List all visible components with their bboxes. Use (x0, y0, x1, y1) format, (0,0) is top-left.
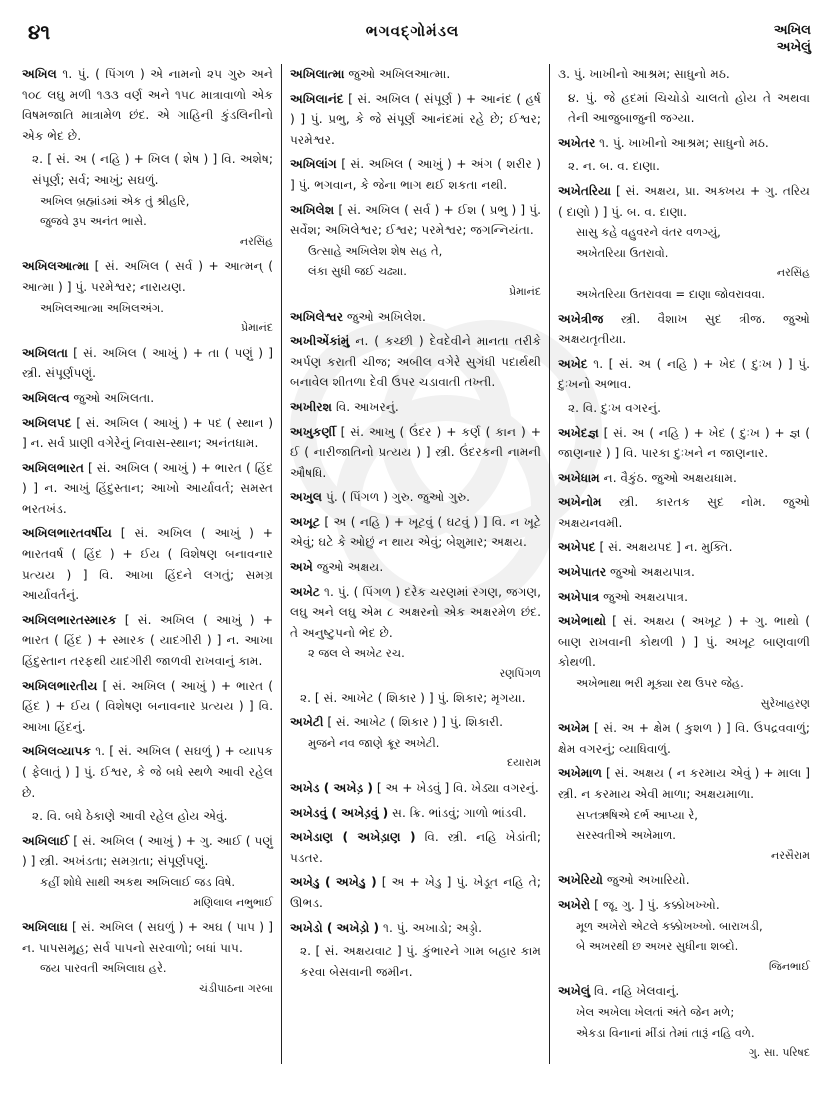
dictionary-entry (558, 562, 810, 583)
definition-text: ૧. પું. ( પિંગળ ) એ નામનો ૨૫ ગુરુ અને ૧૦૮ લઘુ મળી ૧૩૩ વર્ણ અને ૧૫૮ માત્રાવાળો એક વિષમજાતિ માત્રામેળ છંદ. એ ગાહિની કુંડલિનીનો એક ભેદ છે. (22, 67, 274, 143)
definition-text: સ્ત્રી. વૈશાખ સુદ ત્રીજ. જુઓ અક્ષયતૃતીયા. (558, 311, 810, 347)
headword: અખેદ (558, 356, 588, 371)
dictionary-entry (558, 587, 810, 608)
dictionary-entry (558, 133, 810, 177)
column-1 (18, 64, 282, 1064)
headword: અખિલાત્મા (290, 67, 345, 81)
definition-text: [ સં. અક્ષયપદ ] ન. મુક્તિ. (599, 540, 733, 555)
headword: અખુલ (290, 490, 323, 505)
dictionary-entry (290, 778, 541, 799)
definition-text: ન. વૈકુંઠ. જુઓ અક્ષયધામ. (603, 470, 737, 485)
definition-text: [ સં. અખિલ ( આખું ) + પદ ( સ્થાન ) ] ન. સર્વ પ્રાણી વગેરેનું નિવાસ-સ્થાન; અનંતધામ. (22, 415, 273, 451)
dictionary-entry (290, 422, 541, 484)
definition-text: જુઓ અક્ષયપાત્ર. (603, 589, 689, 604)
definition-text: ૧. પું. અખાડો; અડ્ડો. (382, 920, 482, 935)
quotation-attribution: જિનભાઈ (768, 959, 810, 973)
quotation-attribution: ચંડીપાઠના ગરબા (199, 981, 273, 995)
definition-text: [ સં. અખિલ ( આખું ) + ભારતવર્ષ ( હિંદ ) + ઈય ( વિશેષણ બનાવનાર પ્રત્યય ) ] વિ. આખા હિંદને લગતું; સમગ્ર આર્યાવર્તનું. (22, 526, 273, 603)
definition-text: [ અ + ખેડવું ] વિ. ખેડ્યા વગરનું. (376, 781, 539, 795)
quotation-line: એકડા વિનાનાં મીંડાં તેમાં તારૂં નહિ વળે. (576, 1025, 755, 1040)
headword: અખેડ ( અખેડ઼ ) (290, 781, 374, 795)
quotation-line: જય પારવતી અખિલાઘ હરે. (40, 961, 167, 976)
definition-text: [ અ + ખેડુ ] પું. ખેડૂત નહિ તે; ઊભડ. (290, 875, 541, 910)
dictionary-entry (22, 343, 273, 384)
guide-word-last: અખેલું (776, 40, 811, 55)
sense-text: ૨. વિ. દુઃખ વગરનું. (568, 400, 661, 415)
headword: અખિલઆત્મા (22, 259, 90, 274)
quotation-line: ઉત્સાહે અખિલેશ શેષ સહ તે, (308, 243, 443, 258)
headword: અખીએંકાંમું (290, 334, 350, 349)
headword: અખુકર્ણી (290, 424, 336, 439)
quotation-attribution: નરસિંહ (776, 266, 810, 280)
definition-text: જુઓ અક્ષય. (316, 560, 384, 575)
headword: અખેદજ્ઞ (558, 425, 599, 440)
definition-text: વિ. સ્ત્રી. નહિ ખેડાંતી; પડતર. (290, 830, 542, 865)
definition-text: સ. ક્રિ. ભાંડવું; ગાળો ભાંડવી. (392, 805, 527, 820)
dictionary-entry (22, 917, 273, 999)
definition-text: સ્ત્રી. કારતક સુદ નોમ. જુઓ અક્ષયનવમી. (558, 495, 811, 530)
dictionary-entry (22, 388, 273, 409)
definition-text: [ સં. અ ( નહિ ) + ખેદ ( દુઃખ ) + જ્ઞ ( જાણનાર ) ] વિ. પારકા દુઃખને ન જાણનાર. (558, 425, 811, 461)
headword: અખિલવ્યાપક (22, 744, 92, 759)
quotation-line: અખેભાથા ભરી મૂક્યા રથ ઉપર જેહ. (576, 676, 744, 691)
dictionary-entry (558, 763, 810, 866)
definition-text: [ સં. અખિલ ( સર્વ ) + ઈશ ( પ્રભુ ) ] પું. સર્વેશ; અખિલેશ્વર; ઈશ્વર; પરમેશ્વર; જગન્નિયંતા. (290, 202, 541, 238)
page-number: ૪૧ (28, 20, 51, 44)
dictionary-entry (290, 918, 541, 983)
headword: અખેમ (558, 721, 590, 736)
headword: અખિલભારત (22, 460, 84, 475)
dictionary-entry (290, 154, 541, 195)
quotation-line: સરસ્વતીએ અખેમાળ. (576, 828, 676, 843)
definition-text: વિ. આખરનું. (335, 399, 399, 414)
quotation-line: બે અખરથી છ અખર સુધીના શબ્દો. (576, 939, 739, 954)
quotation-line: મૂળ અખેરો એટલે કક્કોખખ્ખો. બારાખડી, (576, 918, 763, 933)
dictionary-entry (558, 309, 810, 350)
headword: અખિલભારતસ્મારક (22, 612, 117, 627)
dictionary-entry (22, 676, 273, 738)
dictionary-entry (290, 803, 541, 824)
headword: અખેરિયો (558, 873, 603, 888)
headword: અખિલભારતવર્ષીય (22, 526, 112, 541)
definition-text: [ સં. અખિલ ( સર્વ ) + આત્મન્ ( આત્મા ) ] પું. પરમેશ્વર; નારાયણ. (22, 259, 274, 294)
dictionary-entry (290, 200, 541, 303)
page-header (0, 0, 825, 60)
definition-text: જુઓ અક્ષયપાત્ર. (610, 565, 695, 580)
column-2 (282, 64, 550, 1064)
sense-text: ૨. [ સં. અ ( નહિ ) + ખિલ ( શેષ ) ] વિ. અશેષ; સંપૂર્ણ; સર્વ; આખું; સઘળું. (32, 152, 273, 187)
dictionary-entry (290, 331, 541, 393)
dictionary-columns (18, 64, 818, 1064)
dictionary-entry (558, 895, 810, 977)
dictionary-entry (22, 64, 273, 252)
headword: અખેપાત્ર (558, 589, 600, 604)
headword: અખેતર (558, 135, 596, 150)
column-3 (550, 64, 818, 1064)
headword: અખેરો (558, 897, 591, 912)
dictionary-entry (290, 89, 541, 151)
definition-text: પું. ( પિંગળ ) ગુરુ. જુઓ ગુરુ. (325, 490, 471, 505)
quotation-attribution: નરસૈરામ (771, 848, 810, 862)
quotation-line: લંકા સુધી જઈ ચઢ્યા. (308, 264, 407, 279)
dictionary-entry (558, 611, 810, 714)
guide-word-first: અખિલ (773, 23, 811, 38)
definition-text: [ સં. અક્ષય ( ન કરમાય એવું ) + માલા ] સ્ત્રી. ન કરમાય એવી માળા; અક્ષયમાળા. (558, 766, 811, 801)
quotation-attribution: નરસિંહ (239, 234, 273, 248)
dictionary-entry (558, 870, 810, 891)
quotation-line: સાસુ કહે વહુવરને વંતર વળગ્યું, (576, 225, 721, 240)
headword: અખિલભારતીય (22, 678, 98, 693)
dictionary-entry (22, 413, 273, 454)
quotation-line: અખેતરિયા ઉતરાવવા = દાણા જોવરાવવા. (576, 286, 766, 301)
headword: અખેડુ ( અખેડ઼ુ ) (290, 875, 377, 890)
quotation-line: કહીં શોધે સાથી અકથ અખિલાઈ જડ વિષે. (40, 874, 236, 889)
headword: અખેડો ( અખેડ઼ો ) (290, 920, 380, 935)
dictionary-entry (290, 487, 541, 508)
quotation-line: મુજને નવ જાણે ક્રૂર અખેટી. (308, 735, 440, 750)
sense-text: ૨. ન. બ. વ. દાણા. (568, 159, 660, 174)
sense-text: ૨. [ સં. આખેટ ( શિકાર ) ] પું. શિકાર; મૃગયા. (300, 690, 526, 705)
sense-text: ૨. [ સં. અક્ષયવાટ ] પું. કુંભારને ગામ બહાર કામ કરવા બેસવાની જમીન. (300, 944, 541, 979)
dictionary-entry (290, 557, 541, 578)
dictionary-entry (558, 537, 810, 558)
headword: અખેધામ (558, 470, 600, 485)
dictionary-entry (22, 458, 273, 520)
dictionary-entry (558, 718, 810, 759)
definition-text: [ સં. અખિલ ( આખું ) + ભારત ( હિંદ ) + સ્મારક ( યાદગીરી ) ] ન. આખા હિંદુસ્તાન તરફથી યાદગીરી જાળવી રાખવાનું કામ. (22, 612, 273, 669)
headword: અખિલતા (22, 345, 68, 360)
headword: અખેટી (290, 715, 324, 730)
headword: અખેપાતર (558, 565, 607, 580)
definition-text: [ સં. અક્ષય, પ્રા. અક્ખય + ગુ. તરિય ( દાણો ) ] પું. બ. વ. દાણા. (558, 183, 811, 219)
definition-text: [ સં. અખિલ ( આખું ) + તા ( પણું ) ] સ્ત્રી. સંપૂર્ણપણું. (22, 345, 273, 381)
quotation-line: અખેતરિયા ઉતરાવો. (576, 245, 669, 260)
definition-text: [ સં. અખિલ ( સઘળું ) + અઘ ( પાપ ) ] ન. પાપસમૂહ; સર્વ પાપનો સરવાળો; બધાં પાપ. (22, 920, 274, 955)
dictionary-entry (290, 827, 541, 868)
quotation-line: સપ્તઋષિએ દર્ભ આપ્યા રે, (576, 807, 698, 822)
dictionary-entry (290, 872, 541, 913)
quotation-line: ૨ જલ લે અખેટ રચ. (308, 646, 405, 661)
definition-text: [ સં. અખિલ ( આખું ) + ગુ. આઈ ( પણું ) ] સ્ત્રી. અખંડતા; સમગ્રતા; સંપૂર્ણપણું. (22, 833, 274, 869)
headword: અખિલાંગ (290, 157, 337, 172)
headword: અખિલાઘ (22, 920, 68, 935)
headword: અખેડવું ( અખેડ઼વું ) (290, 805, 389, 820)
headword: અખિલેશ (290, 202, 335, 217)
guide-words (774, 22, 811, 56)
headword: અખેટ (290, 584, 320, 599)
headword: અખિલત્વ (22, 390, 70, 405)
sense-text: ૪. પું. જે હદમાં ચિચોડો ચાલતો હોય તે અથવા તેની આજુબાજુની જગ્યા. (568, 90, 810, 126)
definition-text: [ સં. આખુ ( ઉંદર ) + કર્ણ ( કાન ) + ઈ ( નારીજાતિનો પ્રત્યય ) ] સ્ત્રી. ઉંદરકની નામની ઔષધિ. (290, 424, 542, 480)
quotation-line: અખિલઆત્મા અખિલઅંગ. (40, 300, 164, 315)
quotation-attribution: સુરેખાહરણ (760, 696, 810, 710)
definition-text: [ સં. અખિલ ( આખું ) + અંગ ( શરીર ) ] પું. ભગવાન, કે જેના ભાગ થઈ શકતા નથી. (290, 157, 542, 192)
headword: અખેમાળ (558, 766, 602, 781)
dictionary-entry (290, 307, 541, 328)
dictionary-entry (22, 256, 273, 338)
dictionary-entry (22, 741, 273, 826)
definition-text: જુઓ અખિલઆત્મા. (348, 67, 451, 81)
definition-text: ૩. પું. ખાખીનો આશ્રમ; સાધુનો મઠ. (558, 67, 730, 81)
dictionary-entry (558, 492, 810, 533)
definition-text: [ સં. અખિલ ( સંપૂર્ણ ) + આનંદ ( હર્ષ ) ] પું. પ્રભુ, કે જે સંપૂર્ણ આનંદમાં રહે છે; ઈશ્વર; પરમેશ્વર. (290, 91, 541, 147)
headword: અખિલેશ્વર (290, 309, 344, 324)
quotation-line: અખિલ બ્રહ્માંડમાં એક તું શ્રીહરિ, (40, 193, 190, 208)
definition-text: [ સં. અક્ષય ( અખૂટ ) + ગુ. ભાથો ( બાણ રાખવાની કોથળી ) ] પું. અખૂટ બાણવાળી કોથળી. (558, 614, 811, 670)
definition-text: જુઓ અખિલેશ. (346, 309, 426, 324)
dictionary-entry (22, 610, 273, 672)
dictionary-entry (290, 582, 541, 709)
quotation-attribution: પ્રેમાનંદ (241, 321, 273, 335)
definition-text: ૧. [ સં. અ ( નહિ ) + ખેદ ( દુઃખ ) ] પું. દુઃખનો અભાવ. (558, 356, 811, 392)
headword: અખિલાઈ (22, 833, 70, 848)
dictionary-entry (558, 423, 810, 464)
dictionary-entry (290, 397, 541, 418)
dictionary-entry (558, 468, 810, 489)
definition-text: ૧. [ સં. અખિલ ( સઘળું ) + વ્યાપક ( ફેલાતું ) ] પું. ઈશ્વર, કે જે બધે સ્થળે આવી રહેલ છે. (22, 744, 274, 800)
quotation-attribution: દયારામ (506, 756, 541, 770)
headword: અખેત્રીજ (558, 311, 604, 326)
definition-text: [ સં. અ + ક્ષેમ ( કુશળ ) ] વિ. ઉપદ્રવવાળું; ક્ષેમ વગરનું; વ્યાધિવાળું. (558, 721, 811, 756)
headword: અખેનોમ (558, 495, 602, 510)
dictionary-entry (290, 512, 541, 553)
definition-text: ૧. પું. ખાખીનો આશ્રમ; સાધુનો મઠ. (599, 135, 769, 150)
definition-text: [ જૂ. ગુ. ] પું. કક્કોખખ્ખો. (594, 897, 720, 912)
headword: અખીરશ (290, 399, 333, 414)
dictionary-entry (558, 181, 810, 305)
sense-text: ૨. વિ. બધે ઠેકાણે આવી રહેલ હોય એવું. (32, 809, 228, 824)
headword: અખેભાથો (558, 614, 607, 629)
definition-text: [ સં. અખિલ ( આખું ) + ભારત ( હિંદ ) ] ન. આખું હિંદુસ્તાન; આખો આર્યાવર્ત; સમસ્ત ભરતખંડ. (22, 460, 274, 516)
quotation-attribution: ગુ. સા. પરિષદ (748, 1046, 810, 1060)
running-title: ભગવદ્ગોમંડલ (365, 22, 460, 40)
headword: અખિલ (22, 67, 57, 81)
definition-text: જુઓ અખારિયો. (606, 873, 690, 888)
dictionary-entry (22, 831, 273, 913)
headword: અખેપદ (558, 540, 596, 555)
headword: અખિલાનંદ (290, 91, 344, 106)
dictionary-entry (558, 64, 810, 129)
quotation-line: ખેલ અખેલા ખેલતાં અંતે જેન મળે; (576, 1004, 735, 1019)
headword: અખે (290, 560, 313, 575)
definition-text: વિ. નહિ ખેલવાનું. (593, 984, 680, 999)
definition-text: [ અ ( નહિ ) + ખૂટવું ( ઘટવું ) ] વિ. ન ખૂટે એવું; ઘટે કે ઓછું ન થાય એવું; બેશુમાર; અક્ષય. (290, 514, 541, 550)
quotation-attribution: મણિલાલ નભુભાઈ (193, 895, 273, 909)
headword: અખેલું (558, 984, 591, 999)
quotation-attribution: રણપિંગળ (499, 667, 541, 681)
definition-text: [ સં. આખેટ ( શિકાર ) ] પું. શિકારી. (327, 715, 503, 730)
headword: અખેડાણ ( અખેડ઼ાણ ) (290, 830, 416, 845)
headword: અખેતરિયા (558, 183, 611, 198)
dictionary-entry (290, 64, 541, 85)
headword: અખૂટ (290, 514, 320, 529)
dictionary-entry (558, 981, 810, 1063)
dictionary-entry (22, 523, 273, 605)
quotation-attribution: પ્રેમાનંદ (509, 284, 541, 298)
dictionary-entry (558, 354, 810, 419)
headword: અખિલપદ (22, 415, 72, 430)
dictionary-entry (290, 712, 541, 774)
definition-text: [ સં. અખિલ ( આખું ) + ભારત ( હિંદ ) + ઈય ( વિશેષણ બનાવનાર પ્રત્યય ) ] વિ. આખા હિંદનું. (22, 678, 274, 734)
definition-text: ૧. પું. ( પિંગળ ) દરેક ચરણમાં રગણ, જગણ, લઘુ અને લઘુ એમ ૮ અક્ષરનો એક અક્ષરમેળ છંદ. તે અનુષ્ટુપનો ભેદ છે. (290, 584, 541, 640)
quotation-line: જુજવે રૂપ અનંત ભાસે. (40, 214, 147, 229)
definition-text: જુઓ અખિલતા. (73, 390, 155, 405)
definition-text: ન. ( કચ્છી ) દેવદેવીને માનતા તરીકે અર્પણ કરાતી ચીજ; અબીલ વગેરે સુગંધી પદાર્થથી બનાવેલ શીતળા દેવી ઉપર ચડાવાતી તખ્તી. (290, 334, 542, 390)
